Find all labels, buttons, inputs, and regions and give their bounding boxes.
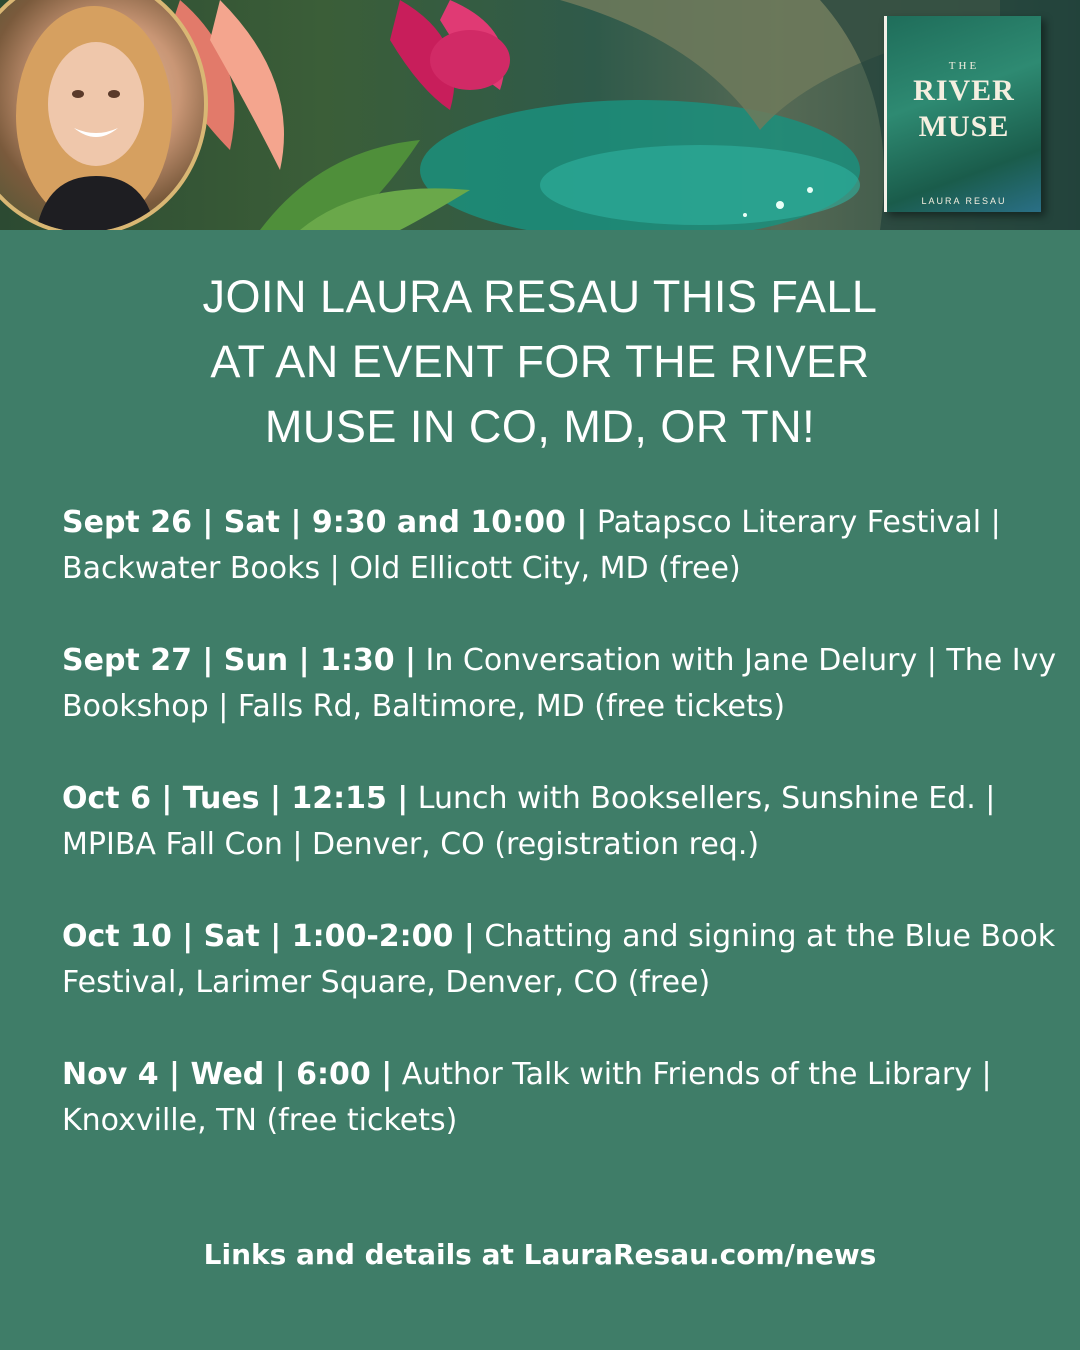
event-list [62,500,1057,1190]
event-description: Chatting and signing at the Blue Book [474,919,1056,954]
event-date-time: Sept 26 | Sat | 9:30 and 10:00 | [62,505,588,540]
book-cover-author: LAURA RESAU [921,196,1007,206]
author-photo [0,0,208,230]
headline-line-3: MUSE IN CO, MD, OR TN! [264,401,816,452]
event-item [62,776,1022,868]
book-cover [884,16,1041,212]
event-date-time: Nov 4 | Wed | 6:00 | [62,1057,393,1092]
headline-line-1: JOIN LAURA RESAU THIS FALL [202,271,878,322]
event-description: Lunch with Booksellers, Sunshine Ed. | [408,781,996,816]
headline-line-2: AT AN EVENT FOR THE RIVER [210,336,870,387]
book-title-muse: MUSE [918,110,1010,143]
event-location: Backwater Books | Old Ellicott City, MD (free) [62,551,741,586]
event-location: Knoxville, TN (free tickets) [62,1103,458,1138]
event-location: Festival, Larimer Square, Denver, CO (free) [62,965,711,1000]
book-title-river: RIVER [913,74,1015,107]
footer-link-text: Links and details at LauraResau.com/news [203,1238,877,1271]
author-portrait-illustration [0,0,204,230]
event-description: Patapsco Literary Festival | [587,505,1001,540]
headline [120,264,960,459]
event-date-time: Oct 6 | Tues | 12:15 | [62,781,409,816]
event-description: Author Talk with Friends of the Library | [392,1057,992,1092]
event-description: In Conversation with Jane Delury | The Ivy [416,643,1057,678]
event-item [62,914,1056,1006]
book-title-the: THE [948,60,980,72]
event-location: Bookshop | Falls Rd, Baltimore, MD (free tickets) [62,689,786,724]
event-location: MPIBA Fall Con | Denver, CO (registration req.) [62,827,760,862]
header-banner [0,0,1080,230]
event-item [62,1052,1022,1144]
event-date-time: Sept 27 | Sun | 1:30 | [62,643,416,678]
event-item [62,500,1022,592]
event-date-time: Oct 10 | Sat | 1:00-2:00 | [62,919,475,954]
event-item [62,638,1057,730]
